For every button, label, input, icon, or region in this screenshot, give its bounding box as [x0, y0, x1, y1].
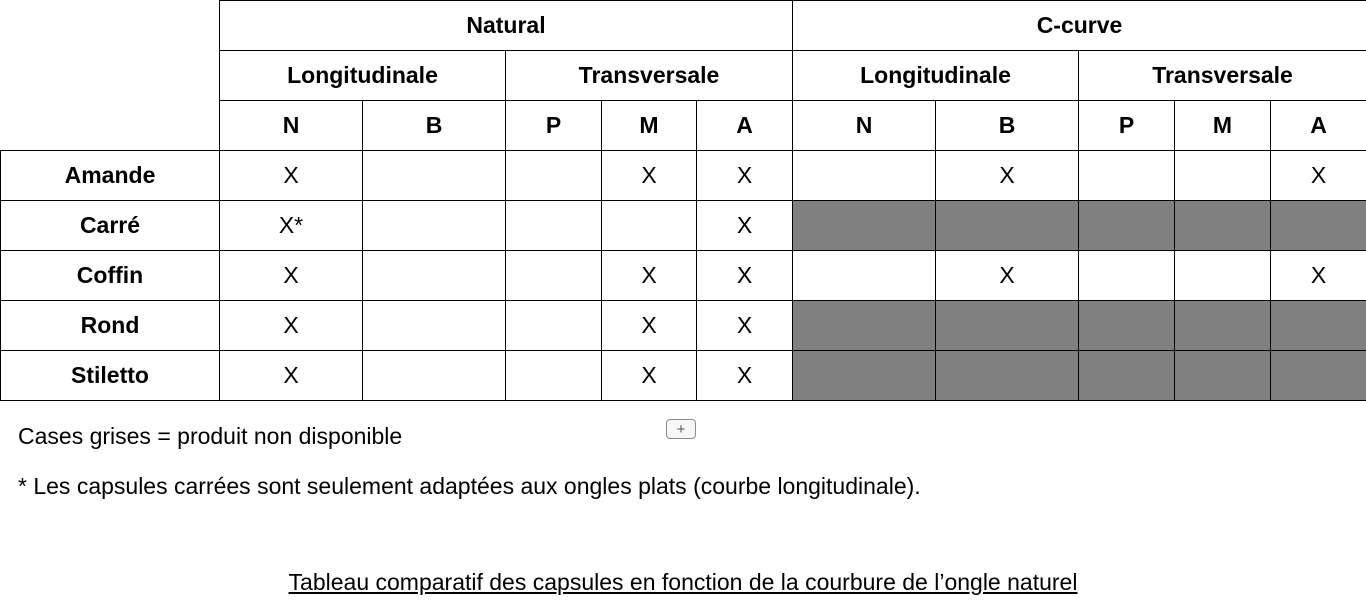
table-cell — [1175, 251, 1271, 301]
table-row — [1, 251, 1366, 301]
column-header: N — [220, 101, 363, 151]
unavailable-cell — [1079, 201, 1175, 251]
table-cell: X — [220, 251, 363, 301]
table-cell: X — [936, 251, 1079, 301]
table-cell: X — [602, 351, 697, 401]
table-caption: Tableau comparatif des capsules en fonction de la courbure de l’ongle naturel — [288, 569, 1078, 595]
grey-cells-legend: Cases grises = produit non disponible — [18, 423, 403, 449]
table-cell: X — [602, 301, 697, 351]
row-label: Stiletto — [1, 351, 220, 401]
unavailable-cell — [936, 351, 1079, 401]
column-header: A — [1271, 101, 1366, 151]
table-cell — [1175, 151, 1271, 201]
table-cell — [506, 251, 602, 301]
table-cell: X — [697, 201, 793, 251]
column-header: A — [697, 101, 793, 151]
table-cell — [363, 351, 506, 401]
footnote: * Les capsules carrées sont seulement adaptées aux ongles plats (courbe longitudinale). — [18, 473, 921, 499]
subgroup-header: Transversale — [1079, 51, 1366, 101]
table-cell — [506, 151, 602, 201]
table-row — [1, 151, 1366, 201]
table-cell — [1079, 251, 1175, 301]
group-header-row — [1, 1, 1366, 51]
table-row — [1, 351, 1366, 401]
unavailable-cell — [936, 301, 1079, 351]
table-cell: X — [697, 251, 793, 301]
table-cell: X — [602, 151, 697, 201]
table-cell — [363, 251, 506, 301]
table-cell — [506, 301, 602, 351]
table-cell: X — [1271, 151, 1366, 201]
table-cell — [793, 151, 936, 201]
row-label: Amande — [1, 151, 220, 201]
table-cell — [363, 301, 506, 351]
table-cell: X* — [220, 201, 363, 251]
subgroup-header: Longitudinale — [793, 51, 1079, 101]
subgroup-header: Transversale — [506, 51, 793, 101]
table-row — [1, 201, 1366, 251]
table-cell: X — [220, 151, 363, 201]
table-cell: X — [697, 301, 793, 351]
column-header: N — [793, 101, 936, 151]
empty-corner-cell — [1, 1, 220, 151]
column-header: B — [936, 101, 1079, 151]
subgroup-header: Longitudinale — [220, 51, 506, 101]
table-cell: X — [697, 151, 793, 201]
unavailable-cell — [936, 201, 1079, 251]
unavailable-cell — [1079, 301, 1175, 351]
table-cell — [602, 201, 697, 251]
table-cell: X — [936, 151, 1079, 201]
add-button[interactable]: + — [666, 419, 696, 439]
table-cell: X — [1271, 251, 1366, 301]
unavailable-cell — [1079, 351, 1175, 401]
unavailable-cell — [1271, 201, 1366, 251]
unavailable-cell — [1175, 351, 1271, 401]
table-cell — [506, 201, 602, 251]
unavailable-cell — [1175, 301, 1271, 351]
unavailable-cell — [793, 201, 936, 251]
table-cell: X — [697, 351, 793, 401]
table-cell — [363, 151, 506, 201]
column-header: P — [1079, 101, 1175, 151]
table-cell — [363, 201, 506, 251]
group-header-c-curve: C-curve — [793, 1, 1366, 51]
table-body — [1, 151, 1366, 401]
unavailable-cell — [1271, 351, 1366, 401]
row-label: Carré — [1, 201, 220, 251]
column-header: M — [1175, 101, 1271, 151]
table-cell: X — [220, 351, 363, 401]
column-header: P — [506, 101, 602, 151]
row-label: Coffin — [1, 251, 220, 301]
group-header-natural: Natural — [220, 1, 793, 51]
table-cell — [1079, 151, 1175, 201]
table-cell: X — [602, 251, 697, 301]
row-label: Rond — [1, 301, 220, 351]
table-cell — [793, 251, 936, 301]
unavailable-cell — [793, 301, 936, 351]
unavailable-cell — [793, 351, 936, 401]
unavailable-cell — [1271, 301, 1366, 351]
table-row — [1, 301, 1366, 351]
column-header: M — [602, 101, 697, 151]
column-header: B — [363, 101, 506, 151]
table-cell — [506, 351, 602, 401]
unavailable-cell — [1175, 201, 1271, 251]
table-cell: X — [220, 301, 363, 351]
